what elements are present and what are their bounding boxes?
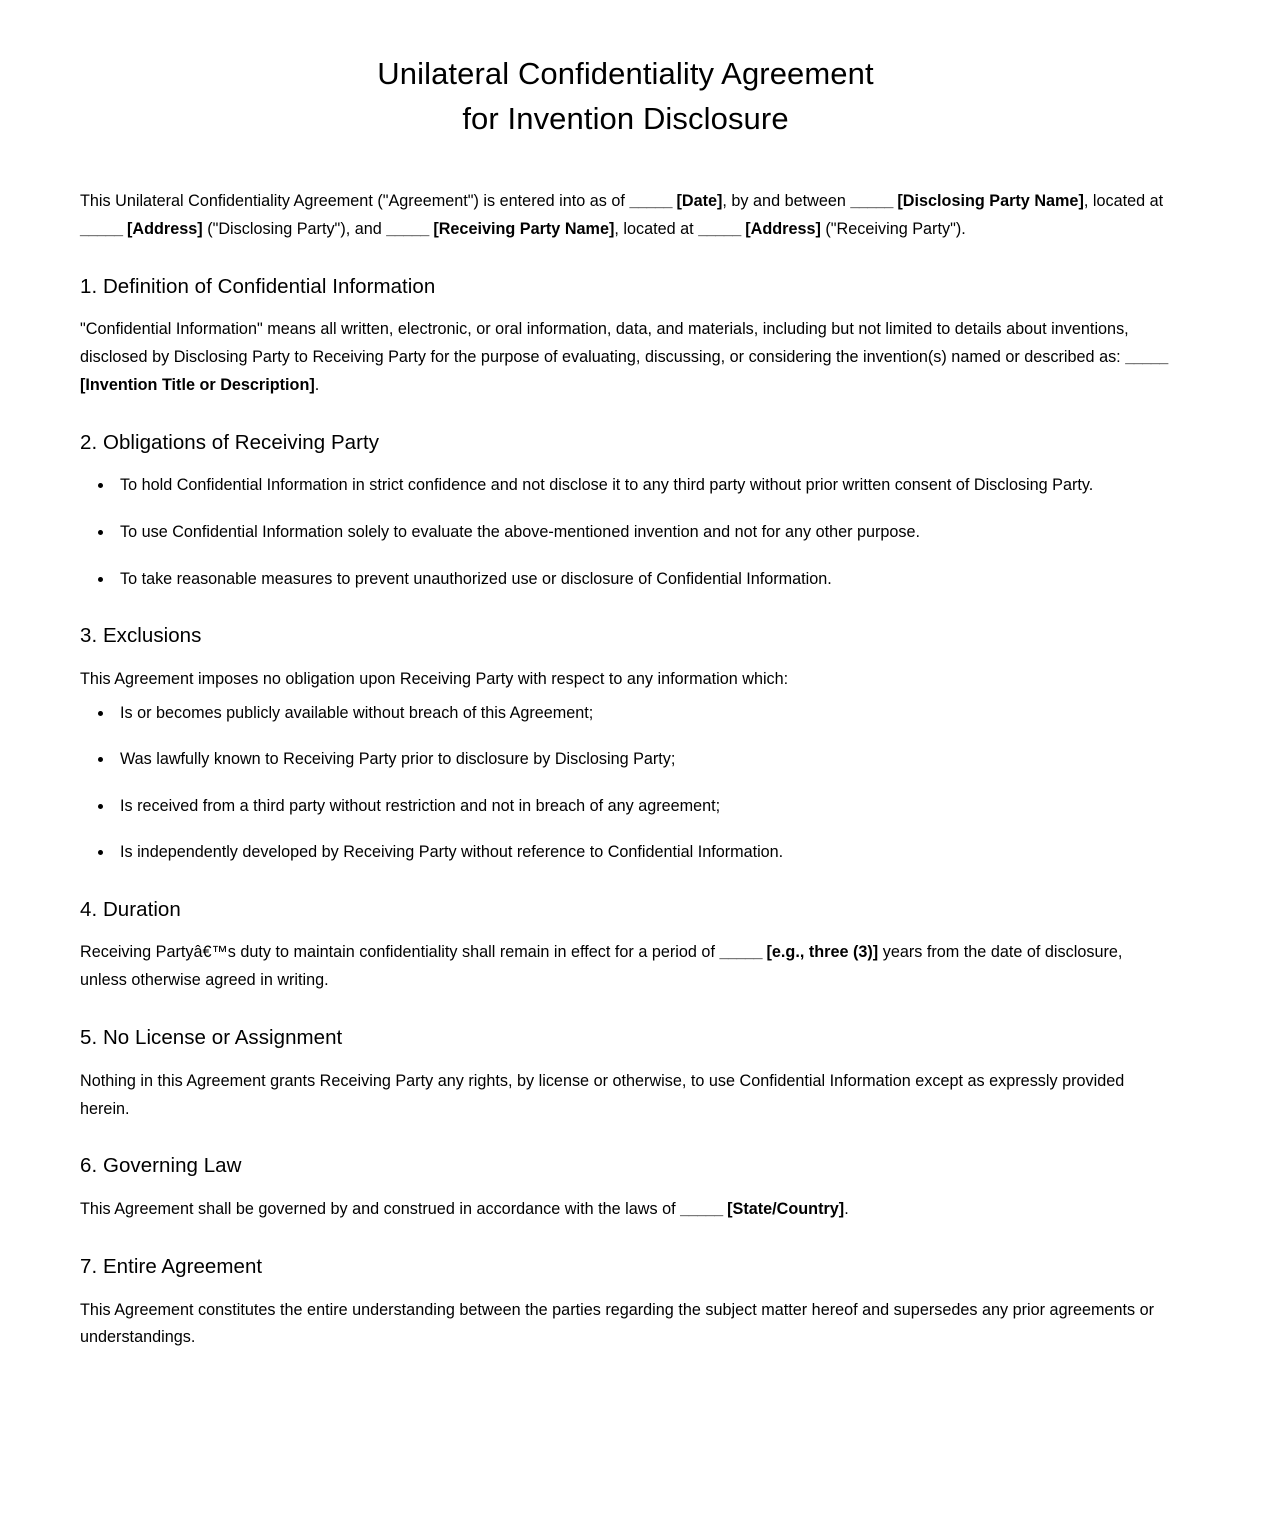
placeholder-state-country: [State/Country] [727, 1200, 845, 1219]
exclusions-lead-paragraph: This Agreement imposes no obligation upon Receiving Party with respect to any information which: [80, 669, 789, 688]
section-heading-1: 1. Definition of Confidential Information [80, 274, 436, 298]
blank-duration: _____ [719, 943, 762, 962]
blank-disclosing-address: _____ [80, 219, 123, 238]
title-line-2: for Invention Disclosure [462, 100, 789, 136]
section-heading-5: 5. No License or Assignment [80, 1026, 343, 1050]
section-4-text-1: Receiving Partyâ€™s duty to maintain confidentiality shall remain in effect for a period of [80, 943, 720, 962]
intro-text-3: , located at [1083, 191, 1164, 210]
list-item: • Is independently developed by Receiving Party without reference to Confidential Information. [114, 839, 1171, 867]
section-governing-law [80, 1153, 1171, 1224]
intro-text-6: ("Receiving Party"). [820, 219, 966, 238]
section-entire-agreement [80, 1254, 1171, 1352]
section-1-paragraph [80, 316, 1171, 400]
section-7-paragraph: This Agreement constitutes the entire understanding between the parties regarding the subject matter hereof and supersedes any prior agreements or understandings. [80, 1300, 1155, 1347]
list-item: • Is or becomes publicly available without breach of this Agreement; [114, 700, 1171, 728]
placeholder-duration: [e.g., three (3)] [766, 943, 879, 962]
section-1-text-2: . [314, 375, 320, 394]
section-heading-6: 6. Governing Law [80, 1154, 242, 1178]
exclusions-list [80, 700, 1171, 867]
blank-invention-title: _____ [1125, 348, 1168, 367]
list-item: • Is received from a third party without restriction and not in breach of any agreement; [114, 793, 1171, 821]
section-6-paragraph [80, 1196, 1171, 1224]
page-title [80, 52, 1171, 142]
section-1-text-1: "Confidential Information" means all written, electronic, or oral information, data, and materials, including but not limited to details about inventions, disclosed by Disclosing Party to Receiving Party for the purpose of evaluating, discussing, or considering the invention(s) named or described as: [80, 320, 1129, 367]
placeholder-invention-title: [Invention Title or Description] [80, 375, 315, 394]
section-exclusions [80, 623, 1171, 867]
placeholder-receiving-address: [Address] [745, 219, 821, 238]
list-item: • To hold Confidential Information in strict confidence and not disclose it to any third party without prior written consent of Disclosing Party. [114, 472, 1171, 500]
placeholder-disclosing-address: [Address] [127, 219, 203, 238]
section-obligations [80, 430, 1171, 593]
blank-disclosing-party-name: _____ [850, 191, 893, 210]
blank-receiving-address: _____ [698, 219, 741, 238]
intro-text-2: , by and between [722, 191, 851, 210]
intro-text-1: This Unilateral Confidentiality Agreement ("Agreement") is entered into as of [80, 191, 630, 210]
section-no-license [80, 1025, 1171, 1123]
section-duration [80, 897, 1171, 995]
placeholder-date: [Date] [676, 191, 723, 210]
list-item: • To use Confidential Information solely to evaluate the above-mentioned invention and not for any other purpose. [114, 519, 1171, 547]
intro-text-5: , located at [614, 219, 699, 238]
document-title-block [80, 52, 1171, 142]
list-item: • Was lawfully known to Receiving Party prior to disclosure by Disclosing Party; [114, 746, 1171, 774]
obligations-list [80, 472, 1171, 593]
section-heading-3: 3. Exclusions [80, 624, 202, 648]
blank-date: _____ [629, 191, 672, 210]
section-6-text-2: . [844, 1200, 849, 1219]
intro-text-4: ("Disclosing Party"), and [202, 219, 387, 238]
placeholder-receiving-party-name: [Receiving Party Name] [433, 219, 615, 238]
title-line-1: Unilateral Confidentiality Agreement [377, 56, 874, 91]
section-4-paragraph [80, 939, 1171, 995]
section-definition [80, 274, 1171, 400]
section-6-text-1: This Agreement shall be governed by and construed in accordance with the laws of [80, 1200, 681, 1219]
section-5-paragraph: Nothing in this Agreement grants Receiving Party any rights, by license or otherwise, to use Confidential Information except as expressly provided herein. [80, 1071, 1125, 1118]
section-heading-4: 4. Duration [80, 897, 181, 921]
blank-state-country: _____ [680, 1200, 723, 1219]
list-item: • To take reasonable measures to prevent unauthorized use or disclosure of Confidential Information. [114, 566, 1171, 594]
section-4-text-2: years from the date of disclosure, unless otherwise agreed in writing. [80, 943, 1123, 990]
blank-receiving-party-name: _____ [386, 219, 429, 238]
intro-paragraph [80, 188, 1171, 244]
placeholder-disclosing-party-name: [Disclosing Party Name] [897, 191, 1084, 210]
section-heading-7: 7. Entire Agreement [80, 1254, 263, 1278]
section-heading-2: 2. Obligations of Receiving Party [80, 430, 380, 454]
